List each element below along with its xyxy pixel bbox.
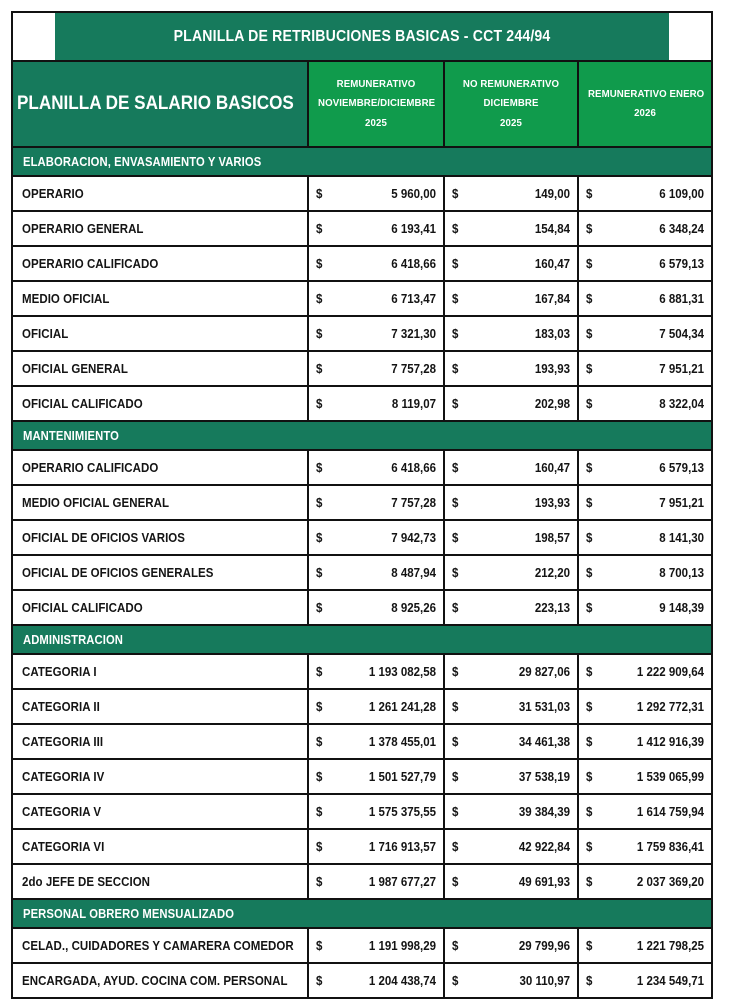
amount-value: 31 531,03 <box>518 699 570 714</box>
cell-remunerativo-ene-2026 <box>578 590 712 625</box>
cell-remunerativo-ene-2026 <box>578 281 712 316</box>
payroll-table-body <box>12 12 712 998</box>
row-label-text: CATEGORIA III <box>22 734 104 749</box>
section-header-label <box>12 625 712 654</box>
currency-symbol: $ <box>316 326 323 341</box>
currency-symbol: $ <box>316 396 323 411</box>
cell-no-remunerativo-dic-2025 <box>444 724 578 759</box>
row-label <box>12 176 308 211</box>
amount-value: 6 579,13 <box>659 256 705 271</box>
currency-symbol: $ <box>316 973 323 988</box>
row-header-label <box>12 61 308 147</box>
column-header-line-2: DICIEMBRE <box>483 97 539 110</box>
cell-remunerativo-nov-dic-2025 <box>308 246 444 281</box>
currency-symbol: $ <box>452 839 459 854</box>
row-label-text: OFICIAL CALIFICADO <box>22 396 143 411</box>
amount-value: 198,57 <box>534 530 570 545</box>
amount-value: 183,03 <box>534 326 570 341</box>
amount-value: 1 204 438,74 <box>368 973 436 988</box>
table-row <box>12 590 712 625</box>
column-header-line-3: 2025 <box>500 116 522 129</box>
cell-remunerativo-ene-2026 <box>578 211 712 246</box>
row-label <box>12 590 308 625</box>
column-header-row <box>12 61 712 147</box>
amount-value: 6 881,31 <box>659 291 705 306</box>
currency-symbol: $ <box>586 874 593 889</box>
amount-value: 1 191 998,29 <box>368 938 436 953</box>
cell-remunerativo-ene-2026 <box>578 351 712 386</box>
cell-remunerativo-ene-2026 <box>578 654 712 689</box>
row-label-text: OFICIAL DE OFICIOS GENERALES <box>22 565 214 580</box>
amount-value: 1 987 677,27 <box>368 874 436 889</box>
table-row <box>12 246 712 281</box>
currency-symbol: $ <box>316 839 323 854</box>
cell-no-remunerativo-dic-2025 <box>444 386 578 421</box>
cell-remunerativo-nov-dic-2025 <box>308 485 444 520</box>
cell-no-remunerativo-dic-2025 <box>444 485 578 520</box>
table-row <box>12 520 712 555</box>
amount-value: 1 759 836,41 <box>636 839 705 854</box>
section-header-label <box>12 147 712 176</box>
currency-symbol: $ <box>452 396 459 411</box>
cell-no-remunerativo-dic-2025 <box>444 555 578 590</box>
currency-symbol: $ <box>586 839 593 854</box>
row-label-text: CATEGORIA VI <box>22 839 105 854</box>
currency-symbol: $ <box>586 221 593 236</box>
cell-remunerativo-ene-2026 <box>578 485 712 520</box>
table-row <box>12 485 712 520</box>
table-row <box>12 386 712 421</box>
currency-symbol: $ <box>452 874 459 889</box>
cell-no-remunerativo-dic-2025 <box>444 829 578 864</box>
currency-symbol: $ <box>316 600 323 615</box>
currency-symbol: $ <box>586 699 593 714</box>
cell-no-remunerativo-dic-2025 <box>444 450 578 485</box>
amount-value: 29 827,06 <box>518 664 570 679</box>
cell-remunerativo-ene-2026 <box>578 759 712 794</box>
amount-value: 1 378 455,01 <box>368 734 436 749</box>
amount-value: 6 348,24 <box>659 221 705 236</box>
currency-symbol: $ <box>586 530 593 545</box>
column-header-no-remunerativo-dic-2025 <box>444 61 578 147</box>
section-header-row <box>12 421 712 450</box>
row-label-text: OPERARIO <box>22 186 84 201</box>
amount-value: 7 757,28 <box>391 361 436 376</box>
column-header-remunerativo-ene-2026 <box>578 61 712 147</box>
amount-value: 30 110,97 <box>519 973 570 988</box>
currency-symbol: $ <box>316 804 323 819</box>
cell-remunerativo-nov-dic-2025 <box>308 520 444 555</box>
cell-no-remunerativo-dic-2025 <box>444 963 578 998</box>
amount-value: 1 539 065,99 <box>636 769 705 784</box>
amount-value: 193,93 <box>534 495 570 510</box>
section-header-text: ELABORACION, ENVASAMIENTO Y VARIOS <box>23 154 262 169</box>
table-row <box>12 829 712 864</box>
amount-value: 8 322,04 <box>659 396 705 411</box>
cell-remunerativo-ene-2026 <box>578 963 712 998</box>
row-label <box>12 963 308 998</box>
currency-symbol: $ <box>586 600 593 615</box>
currency-symbol: $ <box>452 664 459 679</box>
column-header-line-3: 2025 <box>365 116 387 129</box>
payroll-table <box>11 11 713 999</box>
table-title-row <box>12 12 712 61</box>
cell-no-remunerativo-dic-2025 <box>444 176 578 211</box>
row-label <box>12 316 308 351</box>
currency-symbol: $ <box>452 699 459 714</box>
row-label-text: OFICIAL GENERAL <box>22 361 128 376</box>
table-row <box>12 176 712 211</box>
amount-value: 160,47 <box>534 460 570 475</box>
amount-value: 1 412 916,39 <box>636 734 705 749</box>
table-row <box>12 555 712 590</box>
currency-symbol: $ <box>316 460 323 475</box>
amount-value: 8 119,07 <box>391 396 436 411</box>
amount-value: 223,13 <box>534 600 570 615</box>
amount-value: 39 384,39 <box>518 804 570 819</box>
currency-symbol: $ <box>586 326 593 341</box>
column-header-remunerativo-nov-dic-2025 <box>308 61 444 147</box>
row-label-text: MEDIO OFICIAL GENERAL <box>22 495 170 510</box>
amount-value: 7 951,21 <box>659 361 705 376</box>
currency-symbol: $ <box>586 769 593 784</box>
row-label <box>12 759 308 794</box>
cell-remunerativo-ene-2026 <box>578 829 712 864</box>
row-label <box>12 794 308 829</box>
row-label <box>12 689 308 724</box>
amount-value: 34 461,38 <box>518 734 570 749</box>
cell-remunerativo-ene-2026 <box>578 689 712 724</box>
amount-value: 7 942,73 <box>391 530 436 545</box>
currency-symbol: $ <box>586 256 593 271</box>
row-label <box>12 654 308 689</box>
row-label <box>12 724 308 759</box>
cell-remunerativo-ene-2026 <box>578 864 712 899</box>
row-label-text: CELAD., CUIDADORES Y CAMARERA COMEDOR <box>22 938 294 953</box>
row-label <box>12 351 308 386</box>
column-header-line-1: REMUNERATIVO ENERO <box>587 87 705 100</box>
amount-value: 193,93 <box>534 361 570 376</box>
currency-symbol: $ <box>316 530 323 545</box>
amount-value: 8 925,26 <box>391 600 436 615</box>
table-row <box>12 654 712 689</box>
row-label-text: ENCARGADA, AYUD. COCINA COM. PERSONAL <box>22 973 288 988</box>
document-title: PLANILLA DE RETRIBUCIONES BASICAS - CCT 244/94 <box>54 12 670 61</box>
amount-value: 49 691,93 <box>518 874 570 889</box>
currency-symbol: $ <box>452 769 459 784</box>
table-row <box>12 450 712 485</box>
amount-value: 202,98 <box>534 396 570 411</box>
row-label <box>12 450 308 485</box>
currency-symbol: $ <box>316 769 323 784</box>
amount-value: 7 321,30 <box>391 326 436 341</box>
row-label-text: OFICIAL DE OFICIOS VARIOS <box>22 530 186 545</box>
cell-no-remunerativo-dic-2025 <box>444 211 578 246</box>
row-label <box>12 485 308 520</box>
column-header-line-2: 2026 <box>634 107 656 119</box>
cell-no-remunerativo-dic-2025 <box>444 794 578 829</box>
section-header-text: ADMINISTRACION <box>23 632 124 647</box>
currency-symbol: $ <box>586 495 593 510</box>
currency-symbol: $ <box>452 256 459 271</box>
currency-symbol: $ <box>452 565 459 580</box>
cell-remunerativo-ene-2026 <box>578 555 712 590</box>
currency-symbol: $ <box>586 804 593 819</box>
currency-symbol: $ <box>316 874 323 889</box>
cell-remunerativo-nov-dic-2025 <box>308 759 444 794</box>
amount-value: 8 141,30 <box>659 530 705 545</box>
cell-remunerativo-ene-2026 <box>578 176 712 211</box>
row-label <box>12 520 308 555</box>
table-row <box>12 794 712 829</box>
currency-symbol: $ <box>316 699 323 714</box>
currency-symbol: $ <box>316 495 323 510</box>
currency-symbol: $ <box>452 361 459 376</box>
cell-remunerativo-nov-dic-2025 <box>308 590 444 625</box>
currency-symbol: $ <box>316 734 323 749</box>
column-header-line-1: NO REMUNERATIVO <box>462 77 560 90</box>
currency-symbol: $ <box>452 186 459 201</box>
currency-symbol: $ <box>586 565 593 580</box>
cell-remunerativo-ene-2026 <box>578 794 712 829</box>
amount-value: 9 148,39 <box>659 600 705 615</box>
amount-value: 6 713,47 <box>391 291 436 306</box>
row-label-text: OPERARIO CALIFICADO <box>22 256 159 271</box>
currency-symbol: $ <box>452 291 459 306</box>
currency-symbol: $ <box>586 734 593 749</box>
currency-symbol: $ <box>452 973 459 988</box>
cell-remunerativo-ene-2026 <box>578 450 712 485</box>
cell-remunerativo-nov-dic-2025 <box>308 211 444 246</box>
cell-remunerativo-ene-2026 <box>578 316 712 351</box>
currency-symbol: $ <box>316 291 323 306</box>
currency-symbol: $ <box>586 396 593 411</box>
cell-remunerativo-ene-2026 <box>578 246 712 281</box>
cell-remunerativo-ene-2026 <box>578 520 712 555</box>
amount-value: 1 222 909,64 <box>636 664 705 679</box>
amount-value: 8 700,13 <box>659 565 705 580</box>
cell-remunerativo-ene-2026 <box>578 724 712 759</box>
table-row <box>12 963 712 998</box>
amount-value: 1 292 772,31 <box>636 699 705 714</box>
currency-symbol: $ <box>452 221 459 236</box>
section-header-label <box>12 421 712 450</box>
amount-value: 1 614 759,94 <box>636 804 705 819</box>
amount-value: 5 960,00 <box>391 186 436 201</box>
cell-remunerativo-nov-dic-2025 <box>308 450 444 485</box>
amount-value: 42 922,84 <box>518 839 570 854</box>
cell-remunerativo-nov-dic-2025 <box>308 928 444 963</box>
currency-symbol: $ <box>586 291 593 306</box>
currency-symbol: $ <box>316 565 323 580</box>
section-header-text: PERSONAL OBRERO MENSUALIZADO <box>23 906 235 921</box>
cell-no-remunerativo-dic-2025 <box>444 520 578 555</box>
row-label-text: OFICIAL <box>22 326 69 341</box>
currency-symbol: $ <box>316 186 323 201</box>
currency-symbol: $ <box>316 361 323 376</box>
currency-symbol: $ <box>586 460 593 475</box>
amount-value: 8 487,94 <box>391 565 436 580</box>
amount-value: 212,20 <box>534 565 570 580</box>
table-row <box>12 689 712 724</box>
currency-symbol: $ <box>452 495 459 510</box>
cell-remunerativo-nov-dic-2025 <box>308 281 444 316</box>
row-label <box>12 281 308 316</box>
amount-value: 1 716 913,57 <box>368 839 436 854</box>
currency-symbol: $ <box>316 938 323 953</box>
row-label-text: CATEGORIA V <box>22 804 102 819</box>
cell-no-remunerativo-dic-2025 <box>444 590 578 625</box>
cell-remunerativo-nov-dic-2025 <box>308 555 444 590</box>
amount-value: 6 193,41 <box>391 221 436 236</box>
currency-symbol: $ <box>586 186 593 201</box>
cell-remunerativo-nov-dic-2025 <box>308 794 444 829</box>
table-row <box>12 351 712 386</box>
cell-no-remunerativo-dic-2025 <box>444 864 578 899</box>
column-header-line-2: NOVIEMBRE/DICIEMBRE <box>318 97 436 110</box>
amount-value: 160,47 <box>534 256 570 271</box>
currency-symbol: $ <box>586 664 593 679</box>
amount-value: 1 221 798,25 <box>636 938 705 953</box>
amount-value: 29 799,96 <box>518 938 570 953</box>
cell-remunerativo-nov-dic-2025 <box>308 864 444 899</box>
amount-value: 1 575 375,55 <box>368 804 436 819</box>
currency-symbol: $ <box>316 221 323 236</box>
cell-no-remunerativo-dic-2025 <box>444 759 578 794</box>
cell-remunerativo-nov-dic-2025 <box>308 351 444 386</box>
cell-no-remunerativo-dic-2025 <box>444 928 578 963</box>
row-label <box>12 211 308 246</box>
currency-symbol: $ <box>452 938 459 953</box>
amount-value: 167,84 <box>534 291 570 306</box>
section-header-row <box>12 899 712 928</box>
row-label <box>12 864 308 899</box>
row-label-text: CATEGORIA II <box>22 699 100 714</box>
row-label-text: OFICIAL CALIFICADO <box>22 600 143 615</box>
row-header-label-text: PLANILLA DE SALARIO BASICOS <box>17 93 294 114</box>
currency-symbol: $ <box>586 938 593 953</box>
cell-no-remunerativo-dic-2025 <box>444 654 578 689</box>
currency-symbol: $ <box>452 530 459 545</box>
row-label <box>12 246 308 281</box>
amount-value: 6 579,13 <box>659 460 705 475</box>
cell-remunerativo-ene-2026 <box>578 928 712 963</box>
amount-value: 1 193 082,58 <box>368 664 436 679</box>
row-label-text: CATEGORIA IV <box>22 769 105 784</box>
cell-no-remunerativo-dic-2025 <box>444 689 578 724</box>
currency-symbol: $ <box>316 256 323 271</box>
currency-symbol: $ <box>586 361 593 376</box>
row-label-text: 2do JEFE DE SECCION <box>22 874 151 889</box>
cell-remunerativo-nov-dic-2025 <box>308 386 444 421</box>
section-header-text: MANTENIMIENTO <box>23 428 119 443</box>
amount-value: 149,00 <box>534 186 570 201</box>
row-label-text: OPERARIO GENERAL <box>22 221 144 236</box>
table-row <box>12 316 712 351</box>
table-row <box>12 724 712 759</box>
row-label <box>12 555 308 590</box>
section-header-row <box>12 147 712 176</box>
amount-value: 154,84 <box>534 221 570 236</box>
amount-value: 6 418,66 <box>391 256 436 271</box>
cell-remunerativo-nov-dic-2025 <box>308 316 444 351</box>
amount-value: 6 109,00 <box>659 186 705 201</box>
currency-symbol: $ <box>452 804 459 819</box>
amount-value: 1 234 549,71 <box>636 973 705 988</box>
amount-value: 1 501 527,79 <box>368 769 436 784</box>
cell-remunerativo-nov-dic-2025 <box>308 654 444 689</box>
cell-remunerativo-nov-dic-2025 <box>308 829 444 864</box>
amount-value: 6 418,66 <box>391 460 436 475</box>
cell-no-remunerativo-dic-2025 <box>444 281 578 316</box>
cell-no-remunerativo-dic-2025 <box>444 246 578 281</box>
row-label <box>12 829 308 864</box>
section-header-label <box>12 899 712 928</box>
amount-value: 37 538,19 <box>518 769 570 784</box>
amount-value: 7 757,28 <box>391 495 436 510</box>
amount-value: 7 504,34 <box>659 326 705 341</box>
section-header-row <box>12 625 712 654</box>
currency-symbol: $ <box>586 973 593 988</box>
currency-symbol: $ <box>452 460 459 475</box>
currency-symbol: $ <box>452 600 459 615</box>
row-label-text: CATEGORIA I <box>22 664 97 679</box>
cell-remunerativo-nov-dic-2025 <box>308 176 444 211</box>
column-header-line-1: REMUNERATIVO <box>336 77 416 90</box>
cell-remunerativo-nov-dic-2025 <box>308 689 444 724</box>
amount-value: 1 261 241,28 <box>368 699 436 714</box>
table-row <box>12 281 712 316</box>
currency-symbol: $ <box>452 326 459 341</box>
table-row <box>12 864 712 899</box>
amount-value: 2 037 369,20 <box>636 874 705 889</box>
cell-remunerativo-nov-dic-2025 <box>308 963 444 998</box>
row-label-text: MEDIO OFICIAL <box>22 291 110 306</box>
cell-remunerativo-ene-2026 <box>578 386 712 421</box>
table-row <box>12 928 712 963</box>
row-label <box>12 928 308 963</box>
table-row <box>12 759 712 794</box>
cell-remunerativo-nov-dic-2025 <box>308 724 444 759</box>
currency-symbol: $ <box>316 664 323 679</box>
currency-symbol: $ <box>452 734 459 749</box>
cell-no-remunerativo-dic-2025 <box>444 351 578 386</box>
amount-value: 7 951,21 <box>659 495 705 510</box>
table-row <box>12 211 712 246</box>
cell-no-remunerativo-dic-2025 <box>444 316 578 351</box>
row-label-text: OPERARIO CALIFICADO <box>22 460 159 475</box>
row-label <box>12 386 308 421</box>
